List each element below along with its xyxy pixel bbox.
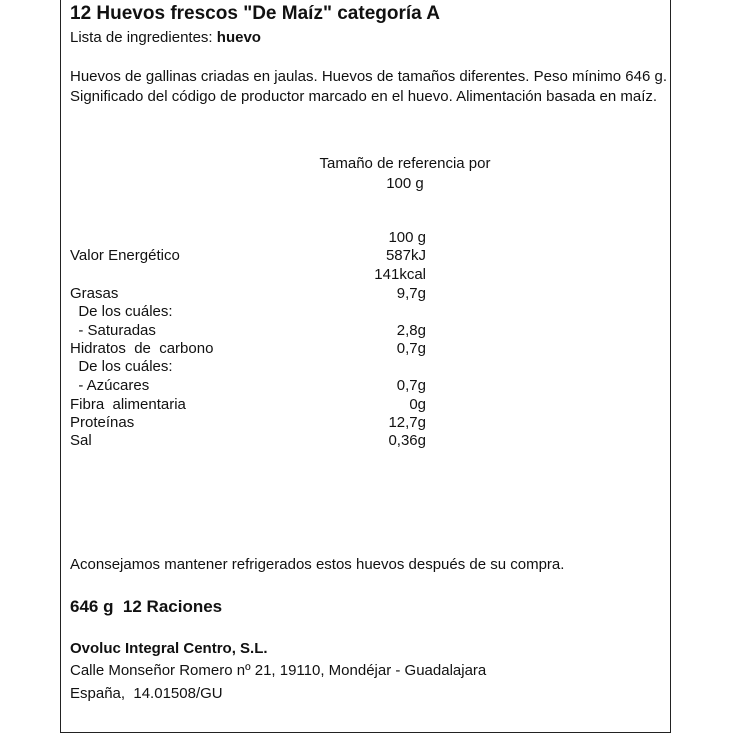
reference-line-1: Tamaño de referencia por	[319, 155, 491, 172]
nutrition-row-value: 0,7g	[396, 340, 426, 357]
company-address: Calle Monseñor Romero nº 21, 19110, Mondéjar - Guadalajara	[70, 662, 487, 679]
ingredients-line	[70, 29, 261, 47]
net-weight: 646 g 12 Raciones	[70, 597, 223, 616]
nutrition-row-label: Proteínas	[70, 414, 135, 431]
nutrition-row-label: - Azúcares	[70, 377, 150, 394]
nutrition-column-header: 100 g	[388, 229, 426, 246]
product-description: Huevos de gallinas criadas en jaulas. Huevos de tamaños diferentes. Peso mínimo 646 g. Significado del código de productor marcado en el huevo. Alimentación basada en maíz.	[70, 68, 668, 105]
reference-size	[300, 154, 510, 194]
nutrition-row-label: De los cuáles:	[70, 358, 173, 375]
nutrition-row-value: 0g	[409, 396, 426, 413]
energy-kj: 587kJ	[385, 247, 426, 264]
nutrition-row-value: 2,8g	[396, 322, 426, 339]
company-name: Ovoluc Integral Centro, S.L.	[70, 640, 268, 657]
reference-line-2: 100 g	[386, 175, 424, 192]
nutrition-row-value: 12,7g	[388, 414, 426, 431]
nutrition-row-label: Hidratos de carbono	[70, 340, 214, 357]
product-title: 12 Huevos frescos "De Maíz" categoría A	[70, 3, 441, 24]
nutrition-row-label: Sal	[70, 432, 92, 449]
nutrition-row-value: 0,36g	[388, 432, 426, 449]
ingredients-value: huevo	[216, 29, 261, 46]
nutrition-row-value: 0,7g	[396, 377, 426, 394]
storage-advice: Aconsejamos mantener refrigerados estos huevos después de su compra.	[70, 556, 565, 573]
nutrition-row-label: Grasas	[70, 285, 119, 302]
energy-kcal: 141kcal	[374, 266, 426, 283]
nutrition-row-label: De los cuáles:	[70, 303, 173, 320]
company-country-code: España, 14.01508/GU	[70, 685, 223, 702]
energy-label: Valor Energético	[70, 247, 180, 264]
nutrition-row-value: 9,7g	[396, 285, 426, 302]
nutrition-row-label: Fibra alimentaria	[70, 396, 186, 413]
ingredients-label: Lista de ingredientes:	[70, 29, 213, 46]
nutrition-row-label: - Saturadas	[70, 322, 156, 339]
